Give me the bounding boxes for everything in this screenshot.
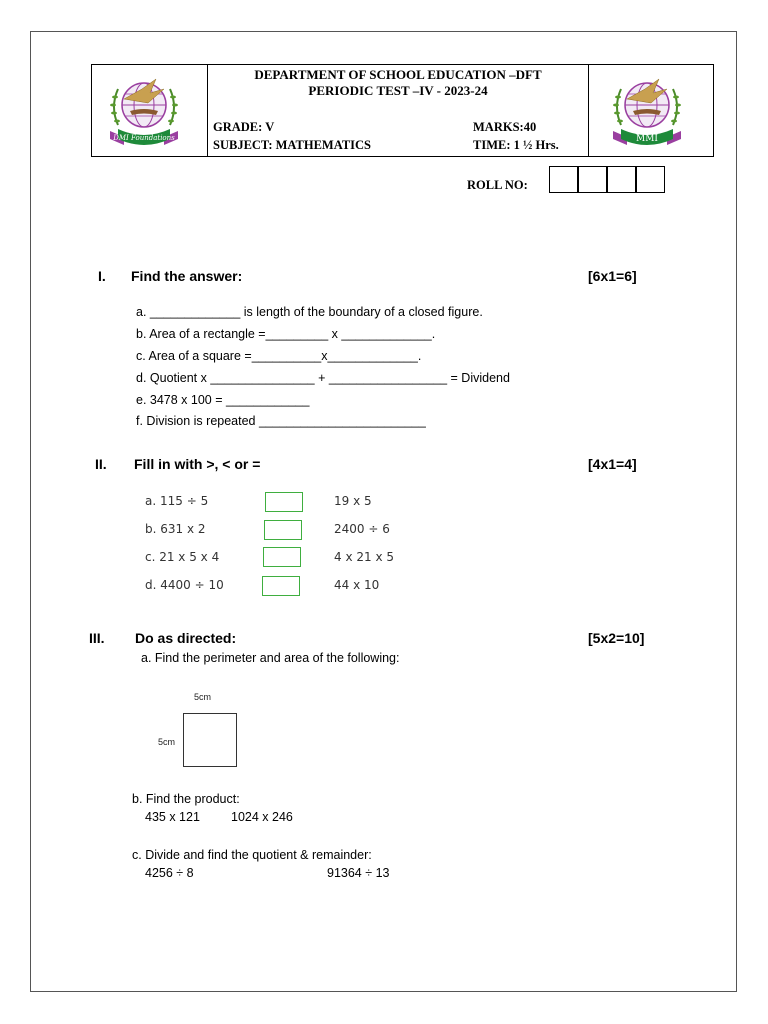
question-1b: b. Area of a rectangle =_________ x _____________. xyxy=(136,327,436,341)
mmi-logo xyxy=(607,67,687,155)
compare-box-b[interactable] xyxy=(264,520,302,540)
question-3c: c. Divide and find the quotient & remainder: xyxy=(132,848,372,862)
section-2-title: Fill in with >, < or = xyxy=(134,456,261,472)
roll-no-box-3[interactable] xyxy=(607,166,636,193)
question-1a: a. _____________ is length of the boundary of a closed figure. xyxy=(136,305,483,319)
dmi-foundations-logo xyxy=(104,67,184,155)
division-2: 91364 ÷ 13 xyxy=(327,866,390,880)
compare-box-d[interactable] xyxy=(262,576,300,596)
subject-underline xyxy=(208,156,403,157)
subject-field: SUBJECT: MATHEMATICS xyxy=(213,138,372,152)
compare-row-b-right: 2400 ÷ 6 xyxy=(334,522,390,536)
compare-row-a-left: a. 115 ÷ 5 xyxy=(145,494,209,508)
division-1: 4256 ÷ 8 xyxy=(145,866,194,880)
section-1-title: Find the answer: xyxy=(131,268,243,284)
right-logo-text: MMI xyxy=(636,134,658,144)
time-field: TIME: 1 ½ Hrs. xyxy=(473,138,559,152)
square-figure xyxy=(183,713,237,767)
section-1-number: I. xyxy=(98,268,106,284)
time-underline xyxy=(473,156,571,157)
question-1d: d. Quotient x _______________ + _________________ = Dividend xyxy=(136,371,510,385)
compare-box-a[interactable] xyxy=(265,492,303,512)
compare-row-b-left: b. 631 x 2 xyxy=(145,522,206,536)
header-divider-right xyxy=(588,65,589,156)
compare-row-a-right: 19 x 5 xyxy=(334,494,372,508)
question-1c: c. Area of a square =__________x_____________. xyxy=(136,349,422,363)
product-2: 1024 x 246 xyxy=(231,810,293,824)
section-3-number: III. xyxy=(89,630,105,646)
test-title: PERIODIC TEST –IV - 2023-24 xyxy=(308,83,488,98)
roll-no-label: ROLL NO: xyxy=(467,178,528,192)
section-1-marks: [6x1=6] xyxy=(588,268,637,284)
marks-field: MARKS:40 xyxy=(473,120,537,134)
question-1e: e. 3478 x 100 = ____________ xyxy=(136,393,310,407)
section-3-marks: [5x2=10] xyxy=(588,630,645,646)
square-left-label: 5cm xyxy=(158,737,176,747)
section-2-number: II. xyxy=(95,456,107,472)
roll-no-box-1[interactable] xyxy=(549,166,578,193)
department-title: DEPARTMENT OF SCHOOL EDUCATION –DFT xyxy=(254,67,542,82)
compare-row-c-right: 4 x 21 x 5 xyxy=(334,550,394,564)
roll-no-box-2[interactable] xyxy=(578,166,607,193)
section-3-title: Do as directed: xyxy=(135,630,237,646)
compare-row-d-left: d. 4400 ÷ 10 xyxy=(145,578,224,592)
compare-row-c-left: c. 21 x 5 x 4 xyxy=(145,550,220,564)
left-logo-text: DMI Foundations xyxy=(113,134,175,142)
square-top-label: 5cm xyxy=(194,692,212,702)
exam-header xyxy=(91,64,714,157)
question-3b: b. Find the product: xyxy=(132,792,240,806)
section-2-marks: [4x1=4] xyxy=(588,456,637,472)
compare-box-c[interactable] xyxy=(263,547,301,567)
product-1: 435 x 121 xyxy=(145,810,200,824)
roll-no-box-4[interactable] xyxy=(636,166,665,193)
grade-field: GRADE: V xyxy=(213,120,275,134)
compare-row-d-right: 44 x 10 xyxy=(334,578,380,592)
question-1f: f. Division is repeated ________________________ xyxy=(136,414,426,428)
question-3a: a. Find the perimeter and area of the following: xyxy=(141,651,400,665)
